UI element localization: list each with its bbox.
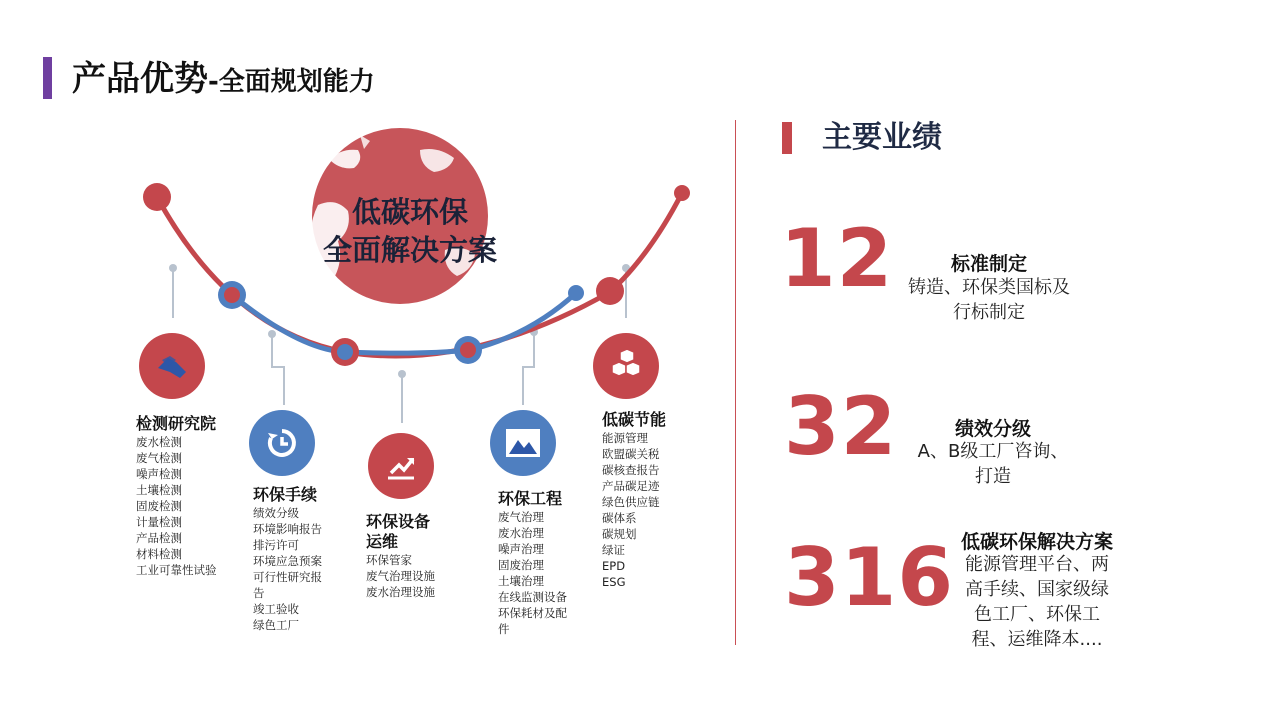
page-title-sub: -全面规划能力 <box>208 67 375 97</box>
node-item-list <box>498 509 567 637</box>
node-title: 环保工程 <box>498 489 563 508</box>
node-title: 环保手续 <box>253 485 318 504</box>
stat-label: 标准制定 <box>950 253 1027 275</box>
stat-label: 低碳环保解决方案 <box>960 531 1113 553</box>
list-item: 材料检测 <box>136 547 182 561</box>
list-item: 件 <box>498 622 510 636</box>
list-item: 环保管家 <box>366 553 412 567</box>
list-item: ESG <box>602 575 626 589</box>
node-icon-equipment <box>368 433 434 499</box>
list-item: 环境影响报告 <box>253 522 322 536</box>
list-item: 欧盟碳关税 <box>602 447 660 461</box>
list-item: 计量检测 <box>136 515 182 529</box>
node-title-line1: 环保设备 <box>366 512 431 531</box>
stat-description-line: 铸造、环保类国标及 <box>908 277 1070 298</box>
node-engineering <box>498 489 567 637</box>
section-divider <box>735 120 736 645</box>
list-item: 废气治理设施 <box>366 569 435 583</box>
list-item: 环保耗材及配 <box>498 606 567 620</box>
list-item: 土壤治理 <box>498 574 544 588</box>
list-item: 废气治理 <box>498 510 544 524</box>
stat-description-line: 程、运维降本.... <box>971 629 1103 650</box>
node-permits <box>253 485 322 633</box>
node-item-list <box>602 430 666 590</box>
handshake-icon <box>152 346 192 386</box>
list-item: 竣工验收 <box>253 602 299 616</box>
list-item: 排污许可 <box>253 538 299 552</box>
list-item: 产品碳足迹 <box>602 479 660 493</box>
list-item: 噪声检测 <box>136 467 182 481</box>
stat-description <box>937 552 1137 652</box>
node-title: 检测研究院 <box>136 414 217 433</box>
list-item: 固废检测 <box>136 499 182 513</box>
list-item: 在线监测设备 <box>498 590 567 604</box>
list-item: 环境应急预案 <box>253 554 322 568</box>
stat-number: 32 <box>784 380 898 473</box>
list-item: 碳规划 <box>602 527 637 541</box>
stat-description-line: A、B级工厂咨询、 <box>917 441 1069 462</box>
list-item: 废水检测 <box>136 435 182 449</box>
list-item: 碳体系 <box>602 511 637 525</box>
list-item: 绿色工厂 <box>253 618 299 632</box>
stat-description-line: 能源管理平台、两 <box>965 554 1109 575</box>
node-equipment <box>366 512 435 600</box>
list-item: 绿色供应链 <box>602 495 660 509</box>
stat-description <box>893 439 1093 489</box>
node-item-list <box>136 434 217 578</box>
stat-number: 316 <box>784 531 954 624</box>
clock-refresh-icon <box>264 425 300 461</box>
list-item: 绿证 <box>602 543 625 557</box>
mountain-image-icon <box>504 426 542 460</box>
achievements-accent-bar <box>782 122 792 154</box>
node-icon-engineering <box>490 410 556 476</box>
node-testing <box>136 414 217 578</box>
globe-title-line1: 低碳环保 <box>351 195 468 229</box>
achievements-title: 主要业绩 <box>822 120 942 155</box>
stat-description-line: 高手续、国家级绿 <box>965 579 1109 600</box>
node-title: 低碳节能 <box>602 410 667 429</box>
list-item: 土壤检测 <box>136 483 182 497</box>
globe-title <box>300 193 520 269</box>
list-item: 告 <box>253 586 265 600</box>
list-item: 废水治理设施 <box>366 585 435 599</box>
list-item: 碳核查报告 <box>602 463 660 477</box>
page-title-main: 产品优势 <box>72 59 208 99</box>
list-item: 固废治理 <box>498 558 544 572</box>
stat-description-line: 行标制定 <box>953 302 1025 323</box>
node-icon-testing <box>139 333 205 399</box>
node-title-line2: 运维 <box>366 532 399 551</box>
list-item: EPD <box>602 559 626 573</box>
stat-description-line: 色工厂、环保工 <box>974 604 1100 625</box>
node-icon-lowcarbon <box>593 333 659 399</box>
node-lowcarbon <box>602 410 666 590</box>
list-item: 可行性研究报 <box>253 570 322 584</box>
list-item: 废水治理 <box>498 526 544 540</box>
list-item: 产品检测 <box>136 531 182 545</box>
list-item: 能源管理 <box>602 431 648 445</box>
trend-chart-icon <box>383 448 419 484</box>
list-item: 工业可靠性试验 <box>136 563 217 577</box>
stat-label: 绩效分级 <box>954 418 1031 440</box>
stat-description <box>889 275 1089 325</box>
node-item-list <box>253 505 322 633</box>
list-item: 废气检测 <box>136 451 182 465</box>
node-icon-permits <box>249 410 315 476</box>
stat-number: 12 <box>780 212 894 305</box>
node-item-list <box>366 552 435 600</box>
stat-description-line: 打造 <box>975 466 1011 487</box>
cubes-icon <box>607 348 645 384</box>
globe-title-line2: 全面解决方案 <box>322 233 497 267</box>
list-item: 绩效分级 <box>253 506 299 520</box>
list-item: 噪声治理 <box>498 542 544 556</box>
